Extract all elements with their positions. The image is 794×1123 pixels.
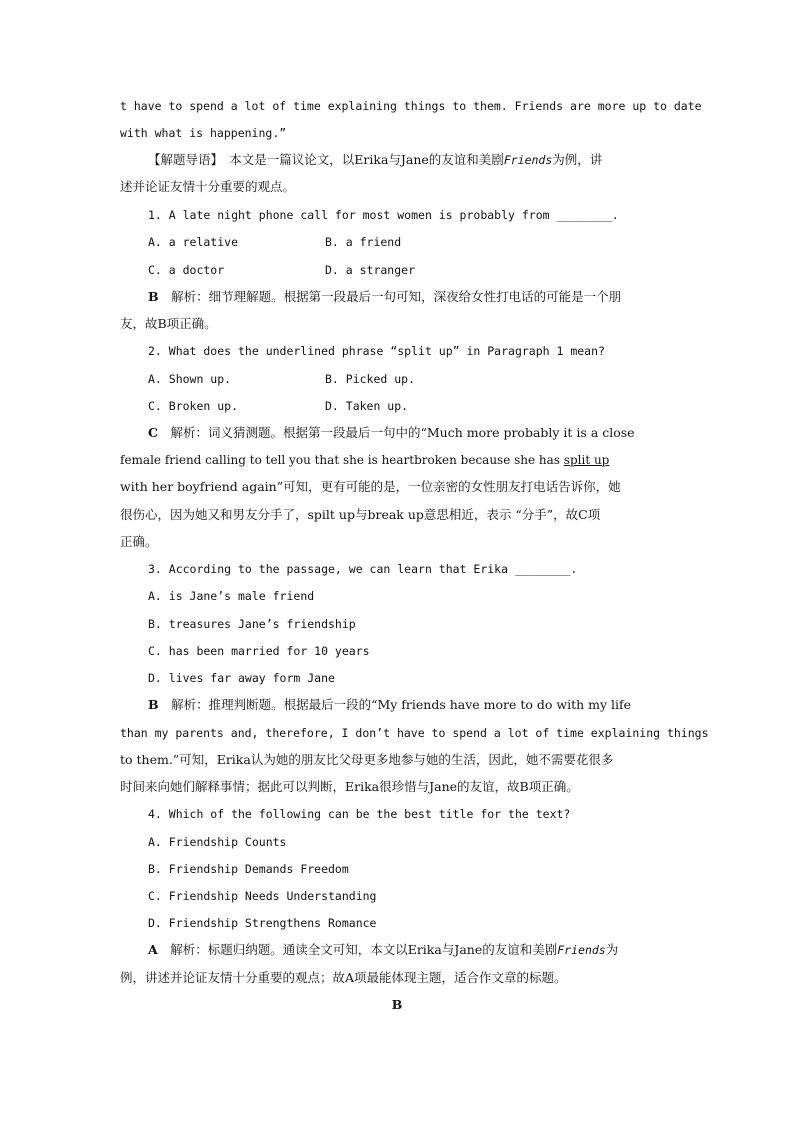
option: D. Friendship Strengthens Romance [148,916,377,930]
next-section-label: B [391,997,403,1012]
answer-letter: B [148,289,159,304]
option: D. a stranger [325,263,416,277]
option: A. Friendship Counts [148,835,287,849]
option: B. a friend [325,235,402,249]
explanation-line: to them.”可知，Erika认为她的朋友比父母更多地参与她的生活，因此，她不需要花很多 [120,752,614,767]
guide-label: 【解题导语】 [148,152,217,167]
option: C. Friendship Needs Understanding [148,889,377,903]
explanation-line: B 解析：推理判断题。根据最后一段的“My friends have more to do with my life [148,697,632,712]
friends-title: Friends [503,153,553,167]
option: C. has been married for 10 years [148,644,370,658]
option: B. Picked up. [325,372,416,386]
explanation-line: female friend calling to tell you that she is heartbroken because she has split up [120,453,610,467]
guide-line [148,152,758,168]
underlined-phrase: split up [563,453,610,467]
explanation-line: A 解析：标题归纳题。通读全文可知，本文以Erika与Jane的友谊和美剧Friends为 [148,942,619,957]
option: A. a relative [148,235,239,249]
option: A. is Jane’s male friend [148,589,315,603]
explanation-line: 友，故B项正确。 [120,316,217,331]
option: D. Taken up. [325,399,409,413]
option: A. Shown up. [148,372,232,386]
explanation-line: C 解析：词义猜测题。根据第一段最后一句中的“Much more probably it is a close [148,425,635,440]
passage-line: with what is happening.” [120,126,287,140]
passage-line: t have to spend a lot of time explaining things to them. Friends are more up to date [120,99,702,113]
explanation-line: with her boyfriend again”可知，更有可能的是，一位亲密的女性朋友打电话告诉你，她 [120,479,621,494]
option: C. a doctor [148,263,225,277]
answer-letter: B [148,697,159,712]
question-stem: 2. What does the underlined phrase “split up” in Paragraph 1 mean? [148,344,605,358]
option: B. treasures Jane’s friendship [148,617,356,631]
explanation-line: than my parents and, therefore, I don’t have to spend a lot of time explaining things [120,726,709,740]
question-stem: 1. A late night phone call for most women is probably from ________. [148,208,619,222]
guide-text: 本文是一篇议论文，以Erika与Jane的友谊和美剧 [216,152,504,167]
explanation-line: 时间来向她们解释事情；据此可以判断，Erika很珍惜与Jane的友谊，故B项正确。 [120,779,579,794]
explanation-line: 很伤心，因为她又和男友分手了，spilt up与break up意思相近，表示 “分手”，故C项 [120,507,601,522]
explanation-line: 正确。 [120,534,158,549]
answer-letter: C [148,425,158,440]
explanation-line: 例，讲述并论证友情十分重要的观点；故A项最能体现主题，适合作文章的标题。 [120,970,567,985]
guide-text: 为例，讲 [552,152,603,167]
option: D. lives far away form Jane [148,671,335,685]
explanation-line: B 解析：细节理解题。根据第一段最后一句可知，深夜给女性打电话的可能是一个朋 [148,289,622,304]
question-stem: 3. According to the passage, we can learn that Erika ________. [148,562,578,576]
question-stem: 4. Which of the following can be the best title for the text? [148,807,571,821]
guide-line: 述并论证友情十分重要的观点。 [120,179,296,194]
friends-title: Friends [557,943,606,957]
answer-letter: A [148,942,158,957]
option: C. Broken up. [148,399,239,413]
option: B. Friendship Demands Freedom [148,862,349,876]
